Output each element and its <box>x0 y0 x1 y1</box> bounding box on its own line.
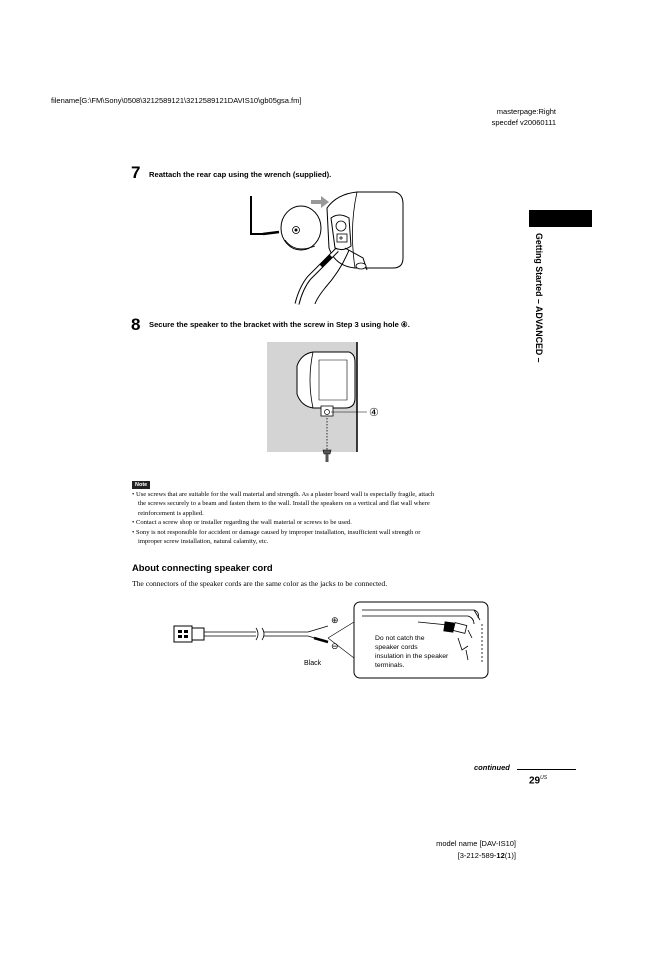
callout-line-4: terminals. <box>375 662 405 669</box>
section-title: About connecting speaker cord <box>132 562 273 573</box>
part-number-post: (1)] <box>504 851 516 860</box>
note-line-4: • Contact a screw shop or installer regarding the wall material or screws to be used. <box>132 519 352 527</box>
side-tab-block <box>529 210 592 227</box>
note-badge: Note <box>132 481 150 489</box>
black-cord-label: Black <box>304 660 322 667</box>
callout-line-3: insulation in the speaker <box>375 653 449 660</box>
note-line-6: improper screw installation, natural calamity, etc. <box>138 538 269 546</box>
continued-rule <box>517 769 576 770</box>
minus-symbol: ⊖ <box>331 641 339 651</box>
callout-line-1: Do not catch the <box>375 635 425 642</box>
step-8-callout-label: ④ <box>369 407 379 419</box>
part-number-bold: 12 <box>496 851 505 860</box>
step-7-illustration <box>245 188 407 306</box>
note-line-3: reinforcement is applied. <box>138 509 204 517</box>
step-7-text: Reattach the rear cap using the wrench (supplied). <box>149 170 332 179</box>
step-8-text: Secure the speaker to the bracket with the screw in Step 3 using hole ④. <box>149 320 410 329</box>
step-8-number: 8 <box>131 315 141 334</box>
page-number-value: 29 <box>529 775 541 787</box>
cord-callout-text <box>375 634 448 670</box>
page-number-suffix: US <box>540 775 548 781</box>
page-number <box>529 775 547 786</box>
part-number-pre: [3-212-589- <box>457 851 497 860</box>
plus-symbol: ⊕ <box>331 615 339 625</box>
callout-line-2: speaker cords <box>375 644 418 651</box>
continued-text: continued <box>474 763 510 772</box>
model-name-text: model name [DAV-IS10] <box>436 839 516 848</box>
specdef-text: specdef v20060111 <box>491 118 556 127</box>
step-8-illustration <box>267 342 377 464</box>
note-line-2: the screws securely to a beam and fasten them to the wall. Install the speakers on a vertical and flat wall where <box>138 500 430 508</box>
side-tab-label: Getting Started – ADVANCED – <box>534 233 544 363</box>
step-7-number: 7 <box>131 163 141 182</box>
section-body: The connectors of the speaker cords are the same color as the jacks to be connected. <box>132 579 388 588</box>
masterpage-text: masterpage:Right <box>496 107 556 116</box>
note-list <box>132 490 512 546</box>
note-line-5: • Sony is not responsible for accident or damage caused by improper installation, insufficient wall strength or <box>132 528 421 536</box>
note-line-1: • Use screws that are suitable for the wall material and strength. As a plaster board wall is especially fragile, attach <box>132 491 435 498</box>
filename-text: filename[G:\FM\Sony\0508\3212589121\3212589121DAVIS10\gb05gsa.fm] <box>51 96 302 105</box>
part-number-text <box>458 851 516 861</box>
